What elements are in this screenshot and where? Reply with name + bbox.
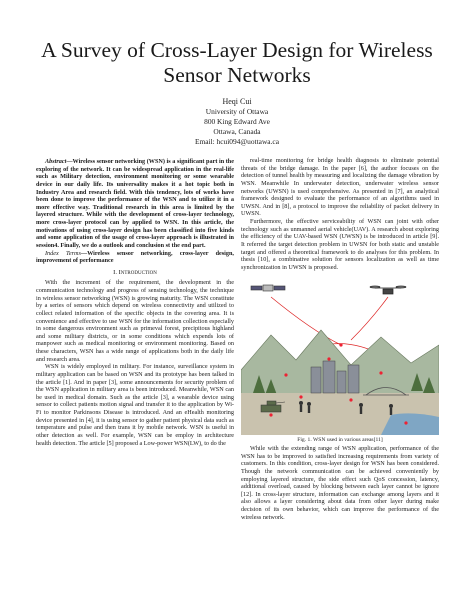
author-name: Heqi Cui [222,97,252,106]
paper-title: A Survey of Cross-Layer Design for Wireless Sensor Networks [41,38,433,87]
figure-caption: Fig. 1. WSN used in various areas[11] [297,437,383,444]
left-column [36,158,234,447]
index-terms-lead: Index Terms [45,249,81,257]
body-paragraph: While with the extending range of WSN application, performance of the WSN has to be improved to satisfied increasing requirements from variety of customers. In this condition, cross-layer design for WSN has been considered. Though the network communication can be achieved conveniently by employing layered structure, the side effect such QoS concession, latency, additional overload, caused by blocking between each layer cannot be ignore [12]. In cross-layer structure, information can exchange among layers and it also allows a layer considering about data from other layer during make decision of its own behavior, which can improve the performance of the wireless network. [241,445,439,521]
wsn-illustration [241,275,439,435]
satellite-icon [251,285,285,291]
right-column [241,157,439,521]
author-address-line2: Ottawa, Canada [213,127,261,136]
section-heading-introduction: I. Introduction [113,268,157,276]
author-block [20,97,454,147]
author-address-line1: 800 King Edward Ave [204,117,270,126]
index-terms-text: —Wireless sensor networking, cross-layer design, improvement of performance [36,249,234,265]
body-paragraph: Furthermore, the effective serviceability of WSN can joint with other technology such as unmanned aerial vehicle(UAV). A research about exploring the efficiency of the UAV-based WSN (UWSN) is be introduced in article [9]. It referred the target detection problem in UWSN for both static and unstable target and offered a theoretical framework to do analyses for this problem. In thesis [10], a combinative solution for sensors localization as well as time synchronization in UWSN is proposed. [241,218,439,271]
author-email: Email: hcui094@uottawa.ca [195,137,279,146]
figure-wsn-applications [241,275,439,435]
abstract-text: —Wireless sensor networking (WSN) is a significant part in the exploring of the network. It can be widespread application in the real-life such as Military detection, environment monitoring or some wearable device in our daily life. Its universality makes it a hot topic both in Industry Area and research field. With this tendency, lots of works have been done to improve the performance of the WSN and to utilize it in a more effective way. Traditional research in this area is limited by the layered structure. While with the development of cross-layer technology, more cross-layer protocol can by applied to WSN. In this article, the motivations of using cross-layer design has been classified into five kinds and some application of the usage of cross-layer approach is illustrated in session4. Finally, we do a outlook and conclusion st the end part. [36,158,234,249]
body-paragraph: WSN is widely employed in military. For instance, surveillance system in military application can be based on WSN and its prototype has been talked in the article [1]. And in paper [3], some announcements for security problem of the WSN application in military area is been introduced. Meanwhile, WSN can be used in medical domain. Such as the article [3], a wearable device using sensor to collect patients motion signal and transfer it to the application by Wi-Fi to monitor Parkinsons Disease is introduced. And an eHealth monitoring device presented in [4], it is using sensor to gather patient physical data such as temperature and pulse and then trans it by mobile network. WSN is useful in other detection as well. For example, WSN can be employ in architecture health detection. The article [5] proposed a Low-power WSN(LW), to do the [36,363,234,447]
body-paragraph: real-time monitoring for bridge health diagnosis to eliminate potential threats of the bridge damage. In the paper [6], the author focuses on the detection of tunnel health by measuring and localizing the damage vibration by WSN. Meanwhile In underwater detection, underwater wireless sensor networks (UWSN) is used comprehensive. As presented in [7], an analytical framework designed to evaluate the performance of an algorithms used in UWSN. And in [8], a protocol to improve the reliability of packet delivery in UWSN. [241,157,439,218]
abstract [36,158,234,250]
body-paragraph: With the increment of the requirement, the development in the communication technology and progress of sensing technology, the technique in wireless sensor networking (WSN) is growing maturity. The WSN constitute by a series of sensors which depend on wireless connectivity and utilized to collect related information of the specific objects in the covering area. It is convenience and effective to use WSN for the information collection especially in some dangerous environment such as primeval forest, precipitous highland and some military districts, or in some conditions which expends lots of manpower such as medical monitoring or environment monitoring. Based on these characters, WSN has a wide range of applications both in the daily life and research area. [36,279,234,363]
index-terms [36,250,234,265]
abstract-lead: Abstract [45,158,67,165]
author-affiliation: University of Ottawa [205,107,269,116]
